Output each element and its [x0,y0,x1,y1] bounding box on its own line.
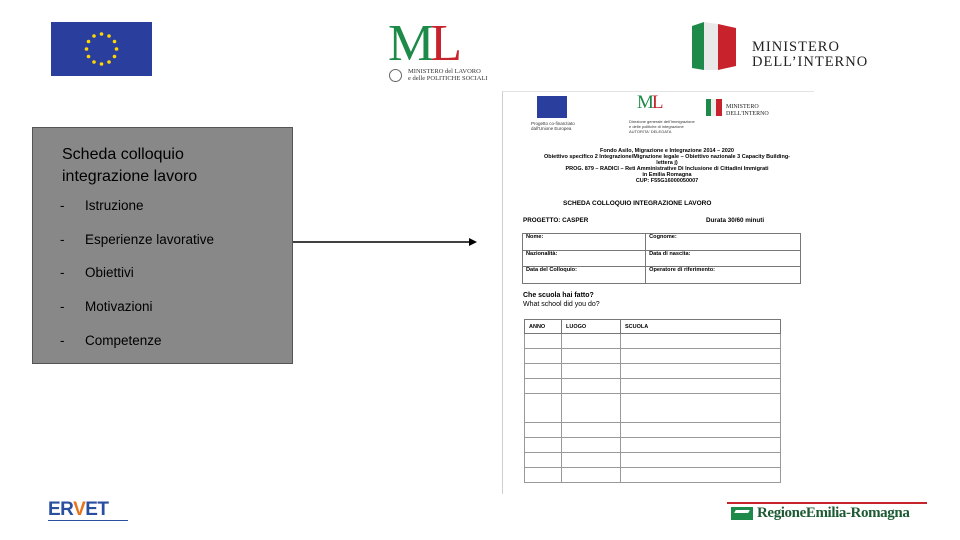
form-fund-header: Fondo Asilo, Migrazione e Integrazione 2014 – 2020 Obiettivo specifico 2 Integrazione/Migrazione legale – Obiettivo nazionale 3 Capacity Building- lettera j) PROG. 879 – RADICI – Reti Amministrative Di Inclusione di Cittadini Immigrati in Emilia Romagna CUP: F55G16000050007 [543,148,791,184]
column-header: LUOGO [562,320,621,334]
table-row [523,234,801,251]
ministero-interno-logo [690,20,890,74]
column-header: ANNO [525,320,562,334]
field-cell: Nome: [523,234,646,251]
table-row [525,453,781,468]
table-row [525,438,781,453]
form-italian-flag-icon [706,98,722,117]
list-item-label: Motivazioni [85,299,153,315]
table-row [525,423,781,438]
list-bullet: - [60,332,65,348]
column-header: SCUOLA [621,320,781,334]
table-row [525,364,781,379]
field-cell: Data di nascita: [646,250,801,267]
school-table [524,319,781,483]
list-bullet: - [60,265,65,281]
ministero-interno-text: MINISTERO DELL’INTERNO [752,39,869,70]
form-eu-caption: Progetto co-finanziato dall'Unione Europea [531,121,575,131]
field-cell: Operatore di riferimento: [646,267,801,284]
box-title: Scheda colloquio integrazione lavoro [62,146,198,185]
eu-stars-icon [51,22,152,76]
form-project: PROGETTO: CASPER [523,217,589,224]
list-bullet: - [60,299,65,315]
field-cell: Cognome: [646,234,801,251]
italian-emblem-icon [389,69,402,82]
summary-box [32,127,293,364]
right-arrow-icon [293,236,477,248]
form-mi-text: MINISTERO DELL'INTERNO [726,104,769,117]
form-preview-image [502,91,814,494]
list-item-label: Istruzione [85,198,144,213]
field-cell: Data del Colloquio: [523,267,646,284]
table-row [525,334,781,349]
regione-emilia-romagna-logo [727,500,927,524]
italian-flag-icon [690,20,740,72]
field-cell: Nazionalità: [523,250,646,267]
list-item-label: Competenze [85,332,162,348]
list-bullet: - [60,198,65,213]
table-row [523,250,801,267]
ml-monogram: ML [388,15,459,72]
table-row [525,394,781,423]
list-bullet: - [60,231,65,247]
form-fields-table [522,233,801,284]
form-eu-flag-icon [537,96,567,118]
table-row [523,267,801,284]
table-header-row [525,320,781,334]
ervet-underline [48,520,128,525]
form-question-it: Che scuola hai fatto? [523,292,594,299]
table-row [525,349,781,364]
ervet-wordmark: ERVET [48,499,109,520]
form-question-en: What school did you do? [523,301,600,308]
ministero-lavoro-caption: MINISTERO del LAVORO e delle POLITICHE SOCIALI [408,68,488,82]
list-item-label: Esperienze lavorative [85,231,215,247]
rer-mark-icon [731,507,753,520]
table-row [525,468,781,483]
eu-flag-logo [51,22,152,76]
list-item-label: Obiettivi [85,265,134,281]
table-row [525,379,781,394]
form-duration: Durata 30/60 minuti [706,217,765,224]
rer-wordmark: RegioneEmilia-Romagna [757,505,910,521]
form-ml-caption: Direzione generale dell'Immigrazione e delle politiche di integrazione AUTORITA' DELEGATA [629,119,695,134]
ervet-logo [46,500,130,528]
ministero-lavoro-logo [386,15,490,84]
form-title: SCHEDA COLLOQUIO INTEGRAZIONE LAVORO [563,200,712,207]
form-ml-monogram: ML [637,92,662,113]
